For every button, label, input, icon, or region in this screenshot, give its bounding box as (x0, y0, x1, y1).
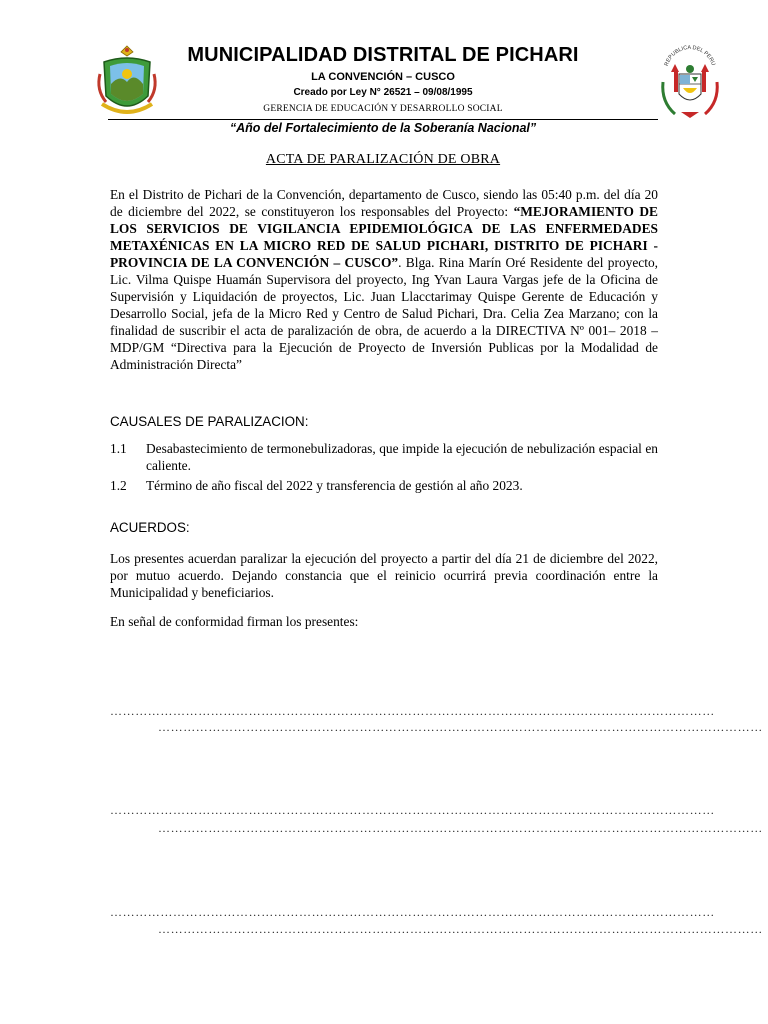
intro-text-part2: . Blga. Rina Marín Oré Residente del proyecto, Lic. Vilma Quispe Huamán Supervisora del proyecto, Ing Yvan Laura Vargas jefe de la Oficina de Supervisión y Liquidación de proyectos, Lic. Juan Llacctarimay Quispe Gerente de Educación y Desarrollo Social, jefa de la Micro Red y Centro de Salud Pichari, Dra. Celia Zea Marzano; con la finalidad de suscribir el acta de paralización de obra, de acuerdo a la DIRECTIVA Nº 001– 2018 – MDP/GM “Directiva para la Ejecución de Proyecto de Inversión Publicas por la Modalidad de Administración Directa” (110, 255, 658, 372)
intro-text-part1: En el Distrito de Pichari de la Convención, departamento de Cusco, siendo las 05:40 p.m. del día 20 de diciembre del 2022, se constituyeron los responsables del Proyecto: (110, 187, 658, 219)
national-seal-logo (659, 42, 721, 122)
svg-text:REPUBLICA DEL PERU (664, 45, 716, 67)
causal-number: 1.2 (110, 478, 127, 493)
signature-line: ……………………………………………………………………………………………………………………………… (158, 720, 763, 734)
causal-text: Desabastecimiento de termonebulizadoras, que impide la ejecución de nebulización espacial en caliente. (146, 441, 658, 473)
signature-line: ……………………………………………………………………………………………………………………………… (110, 905, 715, 919)
signature-line: ……………………………………………………………………………………………………………………………… (158, 922, 763, 936)
institution-location: LA CONVENCIÓN – CUSCO (311, 71, 455, 83)
acuerdos-heading: ACUERDOS: (110, 520, 190, 535)
causal-number: 1.1 (110, 441, 127, 456)
signature-line: ……………………………………………………………………………………………………………………………… (158, 821, 763, 835)
causales-heading: CAUSALES DE PARALIZACION: (110, 414, 309, 429)
seal-text: REPUBLICA DEL PERU (663, 44, 716, 67)
closing-statement: En señal de conformidad firman los presentes: (110, 614, 359, 629)
intro-paragraph (110, 186, 658, 373)
institution-title: MUNICIPALIDAD DISTRITAL DE PICHARI (187, 44, 579, 66)
document-title: ACTA DE PARALIZACIÓN DE OBRA (265, 152, 501, 167)
signature-line: ……………………………………………………………………………………………………………………………… (110, 704, 715, 718)
project-name: “MEJORAMIENTO DE LOS SERVICIOS DE VIGILANCIA EPIDEMIOLÓGICA DE LAS ENFERMEDADES METAXÉNICAS EN LA MICRO RED DE SALUD PICHARI, DISTRITO DE PICHARI - PROVINCIA DE LA CONVENCIÓN – CUSCO” (110, 204, 658, 270)
header-divider (108, 119, 658, 120)
institution-office: GERENCIA DE EDUCACIÓN Y DESARROLLO SOCIAL (263, 104, 503, 114)
acuerdos-paragraph: Los presentes acuerdan paralizar la ejecución del proyecto a partir del día 21 de diciembre del 2022, por mutuo acuerdo. Dejando constancia que el reinicio ocurrirá previa coordinación entre la Municipalidad y beneficiarios. (110, 551, 658, 600)
municipal-crest-logo (98, 44, 156, 120)
institution-creation-law: Creado por Ley N° 26521 – 09/08/1995 (293, 87, 473, 98)
causal-text: Término de año fiscal del 2022 y transferencia de gestión al año 2023. (146, 478, 523, 493)
year-motto: “Año del Fortalecimiento de la Soberanía Nacional” (229, 121, 537, 135)
signature-line: ……………………………………………………………………………………………………………………………… (110, 803, 715, 817)
